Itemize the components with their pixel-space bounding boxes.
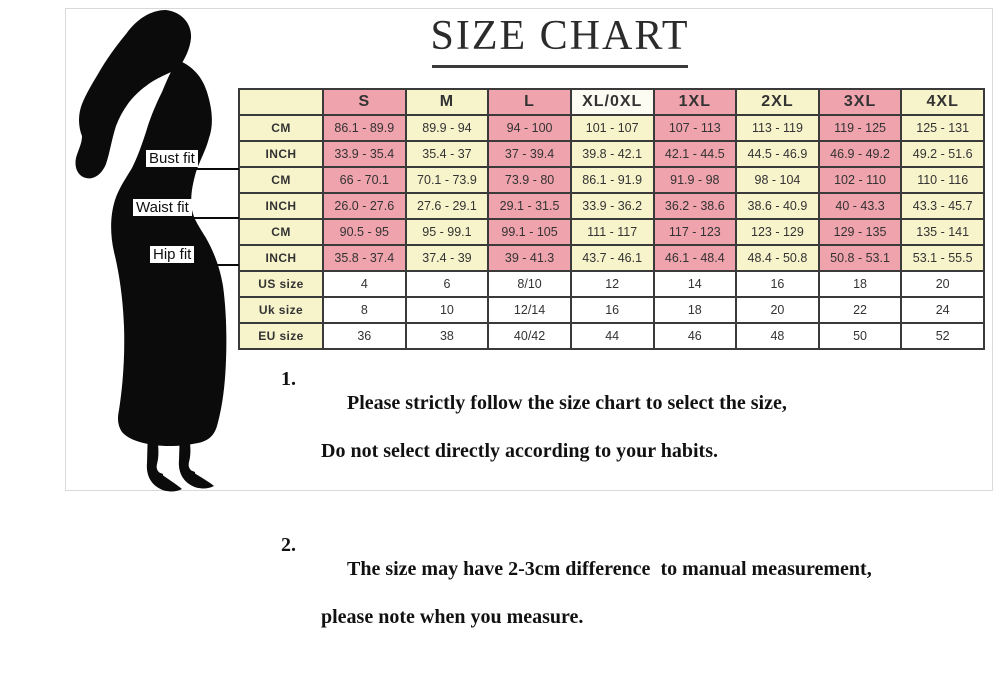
value-cell: 44: [571, 323, 654, 349]
value-cell: 53.1 - 55.5: [901, 245, 984, 271]
bust-fit-line: [143, 168, 239, 170]
value-cell: 6: [406, 271, 489, 297]
value-cell: 48: [736, 323, 819, 349]
row-label-cell: Uk size: [239, 297, 323, 323]
value-cell: 42.1 - 44.5: [654, 141, 737, 167]
value-cell: 8: [323, 297, 406, 323]
value-cell: 90.5 - 95: [323, 219, 406, 245]
value-cell: 123 - 129: [736, 219, 819, 245]
value-cell: 29.1 - 31.5: [488, 193, 571, 219]
value-cell: 46.1 - 48.4: [654, 245, 737, 271]
header-row: [239, 89, 984, 115]
value-cell: 20: [901, 271, 984, 297]
value-cell: 40 - 43.3: [819, 193, 902, 219]
note-1-number: 1.: [281, 368, 296, 390]
size-header-cell: XL/0XL: [571, 89, 654, 115]
table-row: [239, 297, 984, 323]
waist-fit-line: [130, 217, 239, 219]
note-2-line-2: please note when you measure.: [321, 606, 584, 628]
value-cell: 12/14: [488, 297, 571, 323]
value-cell: 43.3 - 45.7: [901, 193, 984, 219]
value-cell: 37.4 - 39: [406, 245, 489, 271]
table-row: [239, 323, 984, 349]
value-cell: 111 - 117: [571, 219, 654, 245]
value-cell: 119 - 125: [819, 115, 902, 141]
value-cell: 110 - 116: [901, 167, 984, 193]
notes-section: [281, 367, 941, 699]
value-cell: 43.7 - 46.1: [571, 245, 654, 271]
value-cell: 129 - 135: [819, 219, 902, 245]
size-header-cell: 2XL: [736, 89, 819, 115]
value-cell: 35.8 - 37.4: [323, 245, 406, 271]
value-cell: 91.9 - 98: [654, 167, 737, 193]
value-cell: 38: [406, 323, 489, 349]
size-header-cell: S: [323, 89, 406, 115]
value-cell: 48.4 - 50.8: [736, 245, 819, 271]
value-cell: 44.5 - 46.9: [736, 141, 819, 167]
row-label-cell: US size: [239, 271, 323, 297]
note-1-text: [307, 367, 787, 511]
value-cell: 86.1 - 91.9: [571, 167, 654, 193]
value-cell: 89.9 - 94: [406, 115, 489, 141]
value-cell: 125 - 131: [901, 115, 984, 141]
table-row: [239, 245, 984, 271]
table-row: [239, 271, 984, 297]
page-title: SIZE CHART: [430, 13, 690, 59]
value-cell: 107 - 113: [654, 115, 737, 141]
table-row: [239, 141, 984, 167]
row-label-cell: INCH: [239, 245, 323, 271]
size-table-body: [239, 89, 984, 349]
value-cell: 73.9 - 80: [488, 167, 571, 193]
value-cell: 4: [323, 271, 406, 297]
value-cell: 10: [406, 297, 489, 323]
row-label-cell: CM: [239, 219, 323, 245]
value-cell: 27.6 - 29.1: [406, 193, 489, 219]
value-cell: 66 - 70.1: [323, 167, 406, 193]
row-label-cell: INCH: [239, 141, 323, 167]
value-cell: 98 - 104: [736, 167, 819, 193]
value-cell: 18: [819, 271, 902, 297]
row-label-cell: EU size: [239, 323, 323, 349]
size-header-cell: 1XL: [654, 89, 737, 115]
value-cell: 16: [736, 271, 819, 297]
value-cell: 113 - 119: [736, 115, 819, 141]
value-cell: 70.1 - 73.9: [406, 167, 489, 193]
value-cell: 117 - 123: [654, 219, 737, 245]
value-cell: 12: [571, 271, 654, 297]
value-cell: 95 - 99.1: [406, 219, 489, 245]
hip-fit-label: Hip fit: [150, 246, 194, 263]
value-cell: 18: [654, 297, 737, 323]
value-cell: 16: [571, 297, 654, 323]
table-row: [239, 167, 984, 193]
table-row: [239, 115, 984, 141]
note-1-line-1: Please strictly follow the size chart to select the size,: [347, 392, 787, 414]
row-label-cell: CM: [239, 115, 323, 141]
value-cell: 36.2 - 38.6: [654, 193, 737, 219]
value-cell: 35.4 - 37: [406, 141, 489, 167]
bust-fit-label: Bust fit: [146, 150, 198, 167]
value-cell: 94 - 100: [488, 115, 571, 141]
value-cell: 135 - 141: [901, 219, 984, 245]
size-header-cell: M: [406, 89, 489, 115]
value-cell: 101 - 107: [571, 115, 654, 141]
value-cell: 39 - 41.3: [488, 245, 571, 271]
waist-fit-label: Waist fit: [133, 199, 192, 216]
value-cell: 102 - 110: [819, 167, 902, 193]
value-cell: 8/10: [488, 271, 571, 297]
value-cell: 38.6 - 40.9: [736, 193, 819, 219]
value-cell: 46: [654, 323, 737, 349]
table-row: [239, 193, 984, 219]
table-row: [239, 219, 984, 245]
value-cell: 36: [323, 323, 406, 349]
value-cell: 24: [901, 297, 984, 323]
value-cell: 22: [819, 297, 902, 323]
value-cell: 50: [819, 323, 902, 349]
value-cell: 52: [901, 323, 984, 349]
value-cell: 40/42: [488, 323, 571, 349]
value-cell: 20: [736, 297, 819, 323]
note-1: [281, 367, 941, 511]
value-cell: 33.9 - 35.4: [323, 141, 406, 167]
size-table: [238, 88, 985, 350]
note-2-number: 2.: [281, 534, 296, 556]
value-cell: 14: [654, 271, 737, 297]
corner-cell: [239, 89, 323, 115]
size-header-cell: 4XL: [901, 89, 984, 115]
hip-fit-line: [147, 264, 239, 266]
value-cell: 49.2 - 51.6: [901, 141, 984, 167]
size-header-cell: 3XL: [819, 89, 902, 115]
row-label-cell: INCH: [239, 193, 323, 219]
value-cell: 26.0 - 27.6: [323, 193, 406, 219]
note-2: [281, 533, 941, 677]
value-cell: 33.9 - 36.2: [571, 193, 654, 219]
value-cell: 39.8 - 42.1: [571, 141, 654, 167]
note-2-text: [307, 533, 872, 677]
value-cell: 46.9 - 49.2: [819, 141, 902, 167]
note-2-line-1: The size may have 2-3cm difference to manual measurement,: [347, 558, 872, 580]
row-label-cell: CM: [239, 167, 323, 193]
note-1-line-2: Do not select directly according to your habits.: [321, 440, 719, 462]
value-cell: 99.1 - 105: [488, 219, 571, 245]
title-underline: [432, 65, 688, 68]
value-cell: 37 - 39.4: [488, 141, 571, 167]
size-table-container: [238, 88, 985, 350]
value-cell: 50.8 - 53.1: [819, 245, 902, 271]
value-cell: 86.1 - 89.9: [323, 115, 406, 141]
size-header-cell: L: [488, 89, 571, 115]
